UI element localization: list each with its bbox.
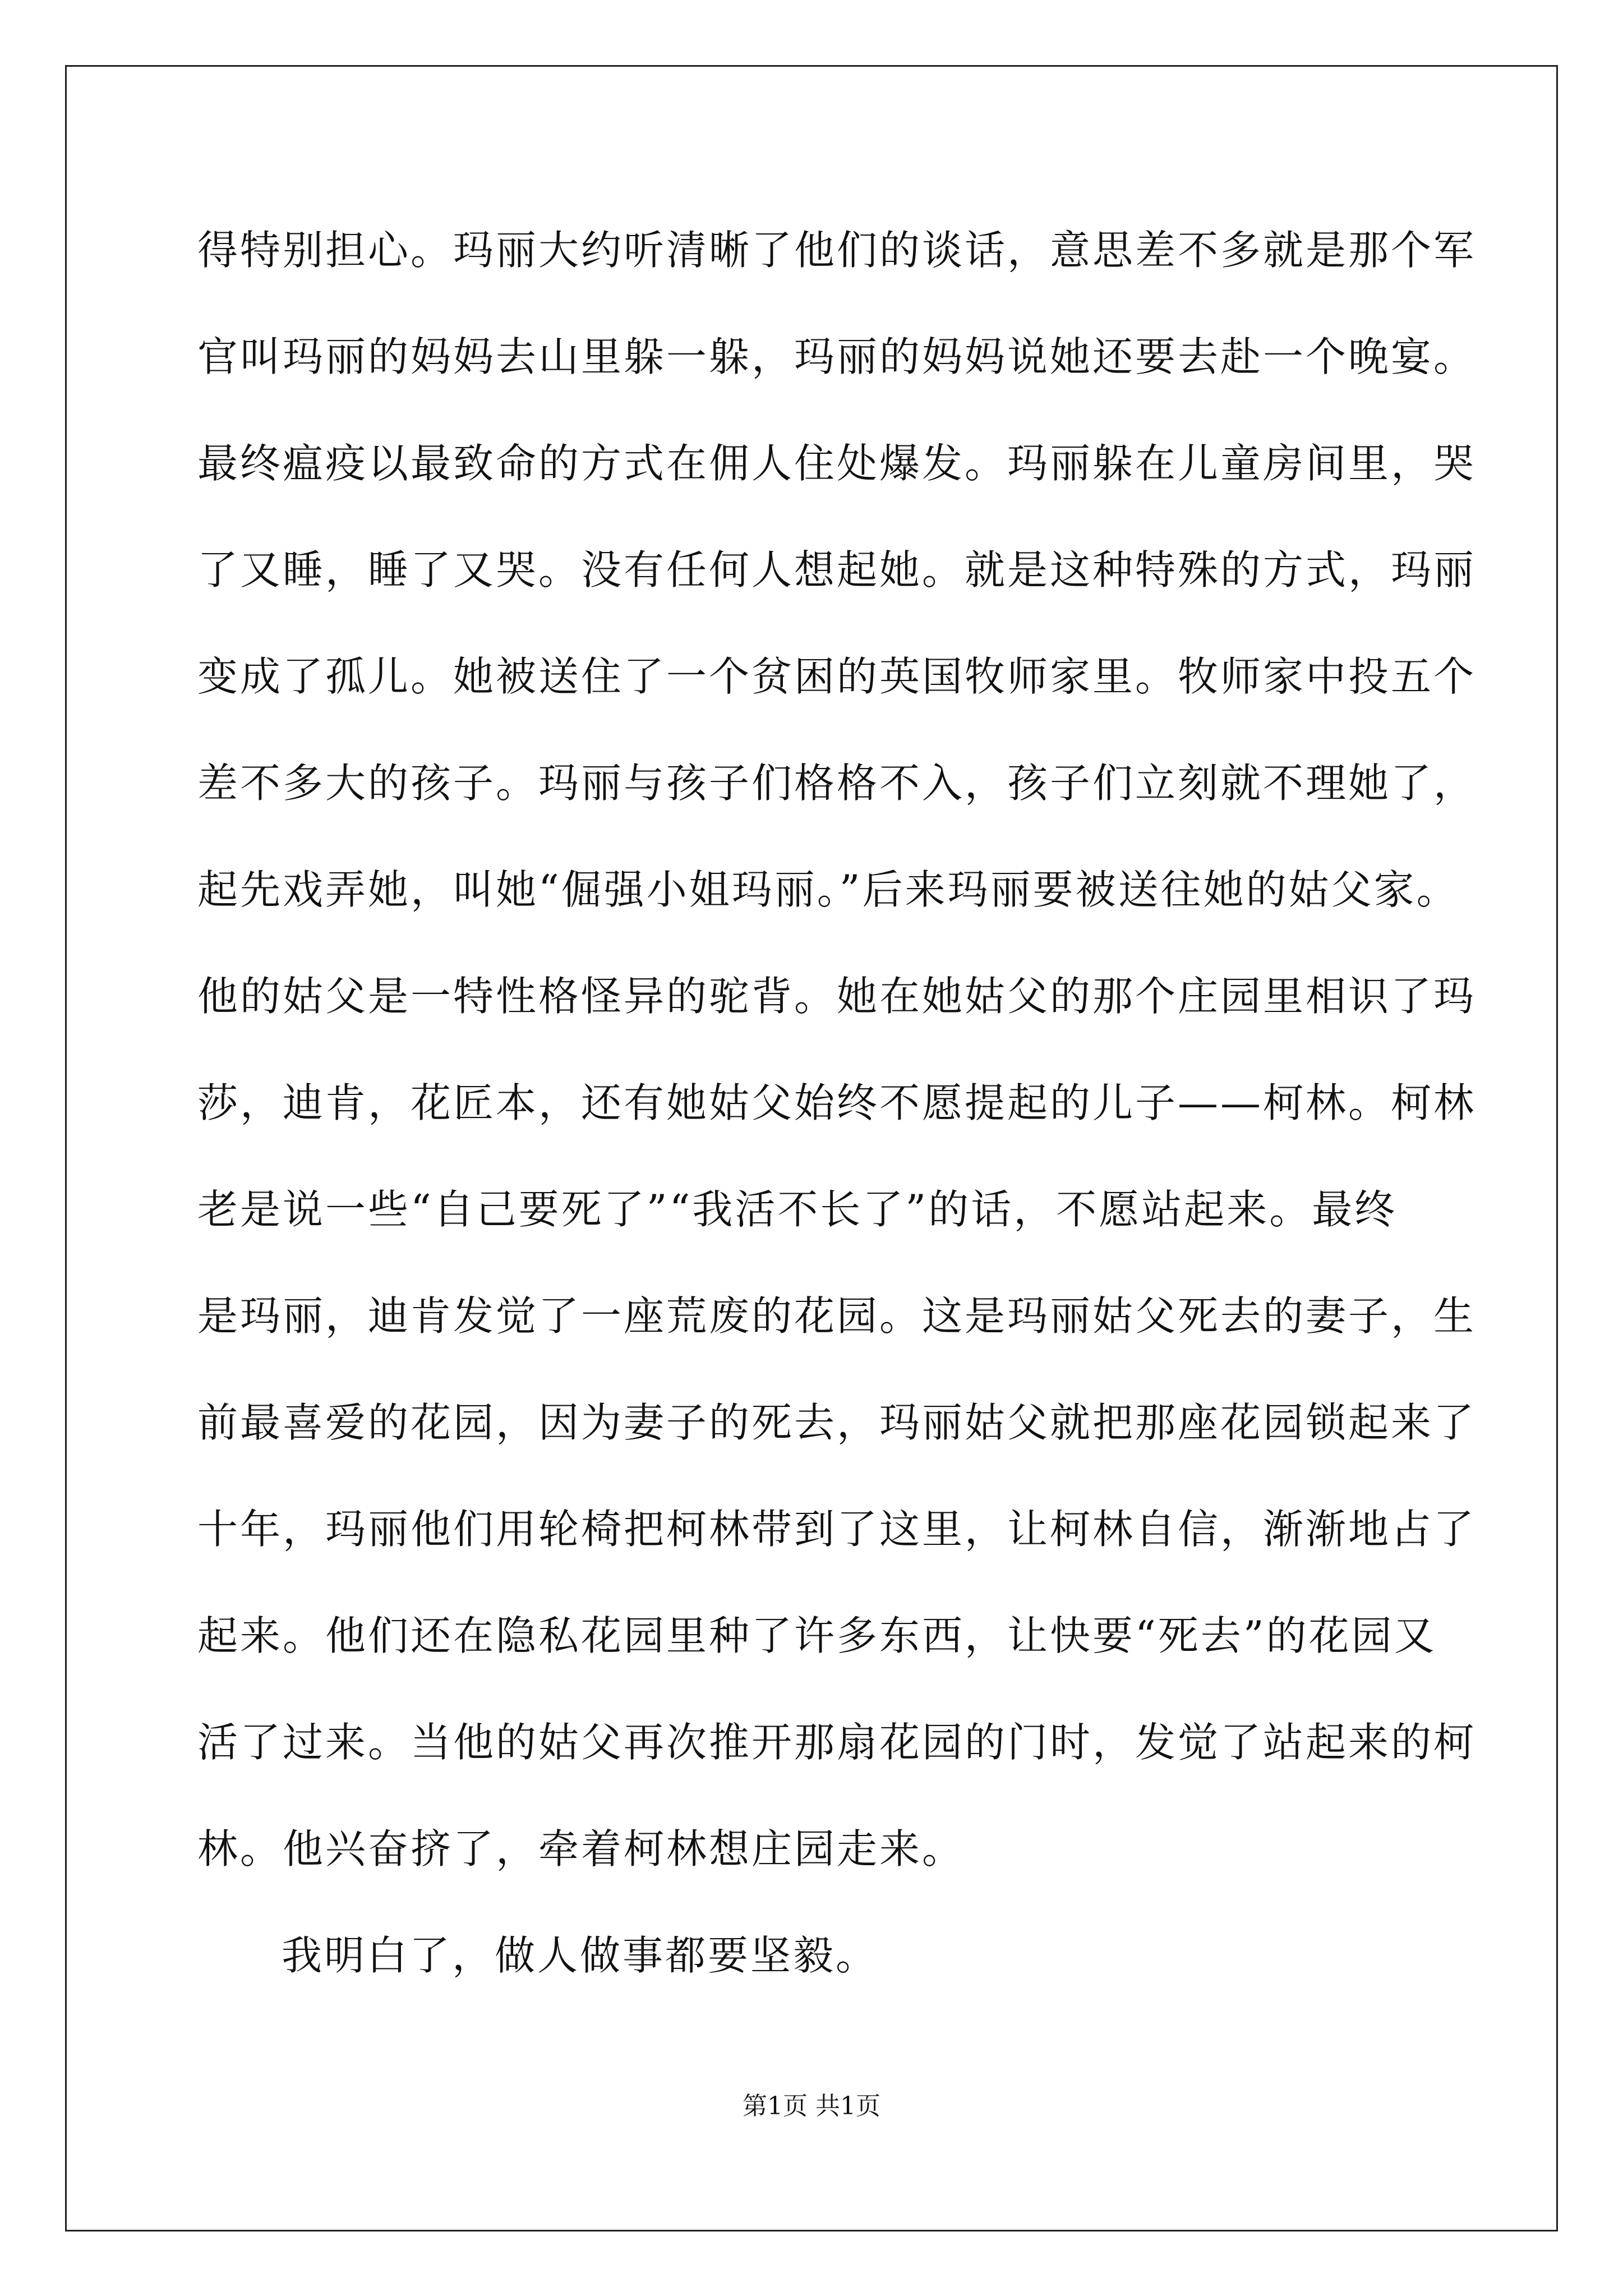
page-number: 第1页 共1页 <box>743 2092 880 2120</box>
text-line: 老是说一些“自己要死了”“我活不长了”的话，不愿站起来。最终 <box>197 1186 1398 1233</box>
text-line: 活了过来。当他的姑父再次推开那扇花园的门时，发觉了站起来的柯 <box>197 1719 1477 1766</box>
text-line: 差不多大的孩子。玛丽与孩子们格格不入，孩子们立刻就不理她了， <box>197 760 1477 807</box>
text-line: 变成了孤儿。她被送住了一个贫困的英国牧师家里。牧师家中投五个 <box>197 653 1477 700</box>
text-line: 莎，迪肯，花匠本，还有她姑父始终不愿提起的儿子——柯林。柯林 <box>197 1079 1477 1126</box>
closing-paragraph: 我明白了，做人做事都要坚毅。 <box>282 1932 879 1979</box>
text-line: 了又睡，睡了又哭。没有任何人想起她。就是这种特殊的方式，玛丽 <box>197 546 1477 593</box>
text-line: 最终瘟疫以最致命的方式在佣人住处爆发。玛丽躲在儿童房间里，哭 <box>197 440 1477 487</box>
text-line: 前最喜爱的花园，因为妻子的死去，玛丽姑父就把那座花园锁起来了 <box>197 1399 1477 1446</box>
text-line: 林。他兴奋挤了，牵着柯林想庄园走来。 <box>197 1825 965 1872</box>
text-line: 他的姑父是一特性格怪异的驼背。她在她姑父的那个庄园里相识了玛 <box>197 973 1477 1020</box>
text-line: 起先戏弄她，叫她“倔强小姐玛丽。”后来玛丽要被送往她的姑父家。 <box>197 866 1459 913</box>
page-frame <box>65 65 1558 2231</box>
text-line: 官叫玛丽的妈妈去山里躲一躲，玛丽的妈妈说她还要去赴一个晚宴。 <box>197 333 1477 380</box>
text-line: 十年，玛丽他们用轮椅把柯林带到了这里，让柯林自信，渐渐地占了 <box>197 1506 1477 1553</box>
text-line: 是玛丽，迪肯发觉了一座荒废的花园。这是玛丽姑父死去的妻子，生 <box>197 1292 1477 1340</box>
text-line: 得特别担心。玛丽大约听清晰了他们的谈话，意思差不多就是那个军 <box>197 227 1477 274</box>
text-line: 起来。他们还在隐私花园里种了许多东西，让快要“死去”的花园又 <box>197 1612 1437 1659</box>
